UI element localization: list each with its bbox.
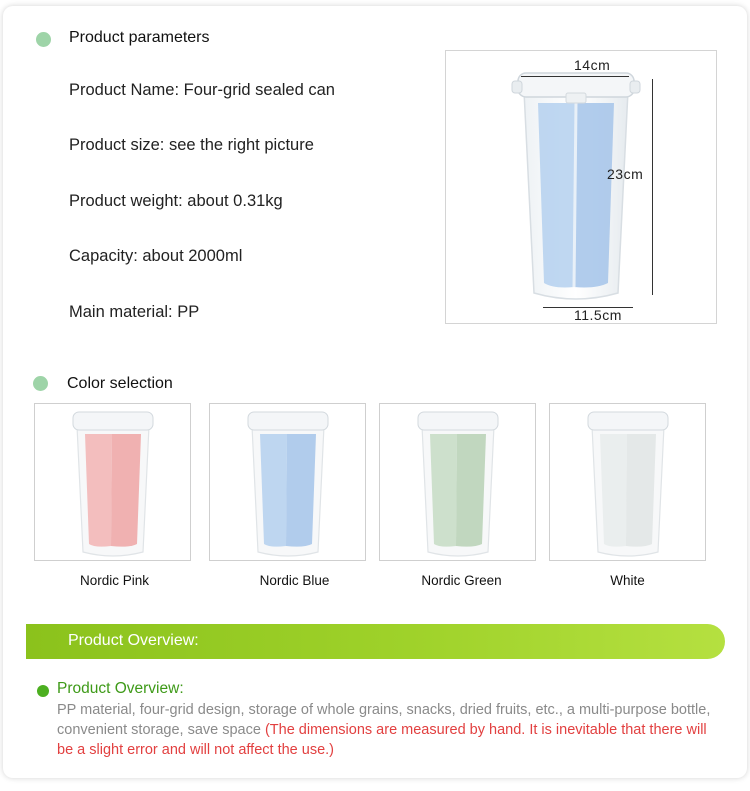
dimension-diagram [445,50,717,324]
param-weight: Product weight: about 0.31kg [69,192,283,210]
section-bullet-icon [36,32,51,47]
params-title: Product parameters [69,29,210,46]
pink-canister-image [35,404,190,560]
overview-text: PP material, four-grid design, storage of whole grains, snacks, dried fruits, etc., a multi-purpose bottle, convenient storage, save space [57,702,711,738]
blue-canister-image [210,404,365,560]
overview-bullet-icon [37,685,49,697]
top-width-label: 14cm [574,57,611,73]
param-capacity: Capacity: about 2000ml [69,247,243,265]
height-line [652,79,653,295]
color-label-green: Nordic Green [421,573,502,588]
color-label-blue: Nordic Blue [259,573,330,588]
overview-banner-title: Product Overview: [68,632,199,649]
colors-title: Color selection [67,375,173,392]
overview-title: Product Overview: [57,680,184,697]
color-option-white[interactable] [549,403,706,561]
color-option-green[interactable] [379,403,536,561]
color-option-pink[interactable] [34,403,191,561]
overview-warning: (The dimensions are measured by hand. It is inevitable that there will be a slight error and will not affect the use.) [57,722,707,758]
white-canister-image [550,404,705,560]
param-size: Product size: see the right picture [69,136,314,154]
bottom-width-label: 11.5cm [574,307,622,323]
color-label-pink: Nordic Pink [79,573,150,588]
green-canister-image [380,404,535,560]
param-material: Main material: PP [69,303,200,321]
section-bullet-icon [33,376,48,391]
overview-banner [26,624,725,659]
param-name: Product Name: Four-grid sealed can [69,81,335,99]
canister-illustration [446,51,718,325]
height-label: 23cm [607,166,644,182]
overview-description [57,700,725,760]
color-label-white: White [610,573,645,588]
color-option-blue[interactable] [209,403,366,561]
top-width-line [521,76,629,77]
